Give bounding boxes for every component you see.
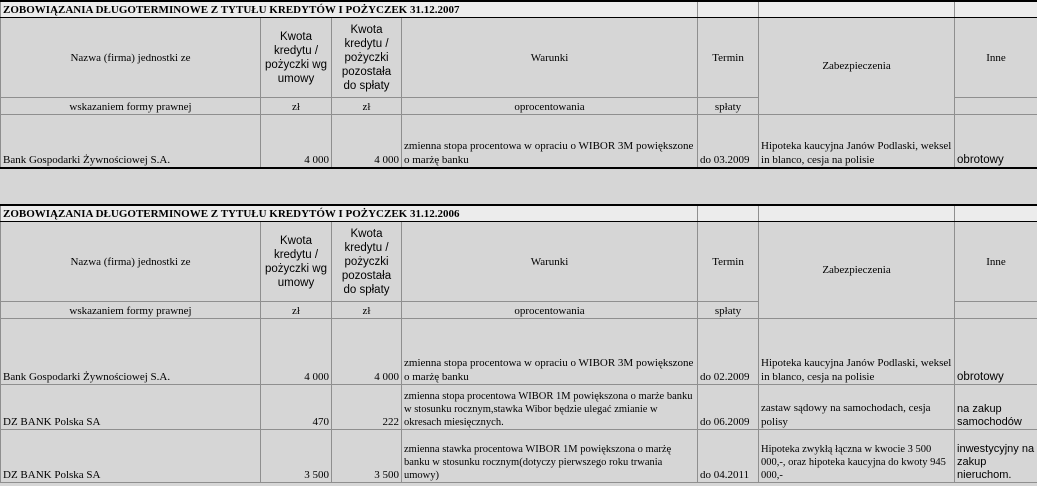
section-title: ZOBOWIĄZANIA DŁUGOTERMINOWE Z TYTUŁU KREDYTÓW I POŻYCZEK 31.12.2006 bbox=[1, 205, 698, 222]
cell-name: DZ BANK Polska SA bbox=[1, 430, 261, 483]
title-row bbox=[1, 205, 1037, 222]
header-unit: zł bbox=[332, 98, 402, 115]
cell-security: Hipoteka kaucyjna Janów Podlaski, weksel in blanco, cesja na polisie bbox=[759, 319, 955, 385]
header-unit: zł bbox=[261, 302, 332, 319]
header-due-top: Termin bbox=[698, 222, 759, 302]
cell-due: do 04.2011 bbox=[698, 430, 759, 483]
title-row bbox=[1, 1, 1037, 18]
cell-amount-remaining: 4 000 bbox=[332, 115, 402, 168]
cell-security: zastaw sądowy na samochodach, cesja polisy bbox=[759, 385, 955, 430]
header-terms-bottom: oprocentowania bbox=[402, 302, 698, 319]
header-due-bottom: spłaty bbox=[698, 302, 759, 319]
header-security: Zabezpieczenia bbox=[759, 222, 955, 319]
cell-name: Bank Gospodarki Żywnościowej S.A. bbox=[1, 115, 261, 168]
table-row bbox=[1, 319, 1037, 385]
header-amount-remaining: Kwota kredytu / pożyczki pozostała do spłaty bbox=[332, 222, 402, 302]
header-terms-bottom: oprocentowania bbox=[402, 98, 698, 115]
cell-name: Bank Gospodarki Żywnościowej S.A. bbox=[1, 319, 261, 385]
cell-amount-contract: 4 000 bbox=[261, 319, 332, 385]
cell-due: do 06.2009 bbox=[698, 385, 759, 430]
cell-terms: zmienna stawka procentowa WIBOR 1M powiększona o marżę banku w stosunku rocznym(dotyczy pierwszego roku trwania umowy) bbox=[402, 430, 698, 483]
cell-amount-contract: 3 500 bbox=[261, 430, 332, 483]
header-security: Zabezpieczenia bbox=[759, 18, 955, 115]
cell-due: do 02.2009 bbox=[698, 319, 759, 385]
header-name-bottom: wskazaniem formy prawnej bbox=[1, 302, 261, 319]
header-row bbox=[1, 222, 1037, 302]
cell-other: obrotowy bbox=[955, 115, 1037, 168]
table-row bbox=[1, 385, 1037, 430]
header-name-top: Nazwa (firma) jednostki ze bbox=[1, 222, 261, 302]
header-due-bottom: spłaty bbox=[698, 98, 759, 115]
header-unit: zł bbox=[261, 98, 332, 115]
cell-amount-contract: 4 000 bbox=[261, 115, 332, 168]
header-terms-top: Warunki bbox=[402, 18, 698, 98]
table-row bbox=[1, 115, 1037, 168]
cell-terms: zmienna stopa procentowa WIBOR 1M powiększona o marże banku w stosunku rocznym,stawka Wibor będzie ulegać zmianie w okresach miesięcznych. bbox=[402, 385, 698, 430]
header-name-top: Nazwa (firma) jednostki ze bbox=[1, 18, 261, 98]
cell-due: do 03.2009 bbox=[698, 115, 759, 168]
table-row bbox=[1, 430, 1037, 483]
cell-amount-contract: 470 bbox=[261, 385, 332, 430]
header-unit: zł bbox=[332, 302, 402, 319]
cell-amount-remaining: 4 000 bbox=[332, 319, 402, 385]
cell-other: obrotowy bbox=[955, 319, 1037, 385]
section-title: ZOBOWIĄZANIA DŁUGOTERMINOWE Z TYTUŁU KREDYTÓW I POŻYCZEK 31.12.2007 bbox=[1, 1, 698, 18]
table-2006 bbox=[0, 204, 1037, 483]
header-amount-remaining: Kwota kredytu / pożyczki pozostała do spłaty bbox=[332, 18, 402, 98]
header-other: Inne bbox=[955, 222, 1037, 302]
header-terms-top: Warunki bbox=[402, 222, 698, 302]
cell-security: Hipoteka kaucyjna Janów Podlaski, weksel in blanco, cesja na polisie bbox=[759, 115, 955, 168]
cell-security: Hipoteka zwykłą łączna w kwocie 3 500 000,-, oraz hipoteka kaucyjna do kwoty 945 000,- bbox=[759, 430, 955, 483]
cell-terms: zmienna stopa procentowa w opraciu o WIBOR 3M powiększone o marżę banku bbox=[402, 319, 698, 385]
cell-other: na zakup samochodów bbox=[955, 385, 1037, 430]
spacer-row bbox=[0, 172, 1037, 202]
cell-name: DZ BANK Polska SA bbox=[1, 385, 261, 430]
cell-amount-remaining: 3 500 bbox=[332, 430, 402, 483]
header-amount-contract: Kwota kredytu / pożyczki wg umowy bbox=[261, 18, 332, 98]
cell-amount-remaining: 222 bbox=[332, 385, 402, 430]
cell-other: inwestycyjny na zakup nieruchom. bbox=[955, 430, 1037, 483]
header-row bbox=[1, 18, 1037, 98]
header-other: Inne bbox=[955, 18, 1037, 98]
header-name-bottom: wskazaniem formy prawnej bbox=[1, 98, 261, 115]
header-amount-contract: Kwota kredytu / pożyczki wg umowy bbox=[261, 222, 332, 302]
table-2007 bbox=[0, 0, 1037, 169]
header-due-top: Termin bbox=[698, 18, 759, 98]
cell-terms: zmienna stopa procentowa w opraciu o WIBOR 3M powiększone o marżę banku bbox=[402, 115, 698, 168]
